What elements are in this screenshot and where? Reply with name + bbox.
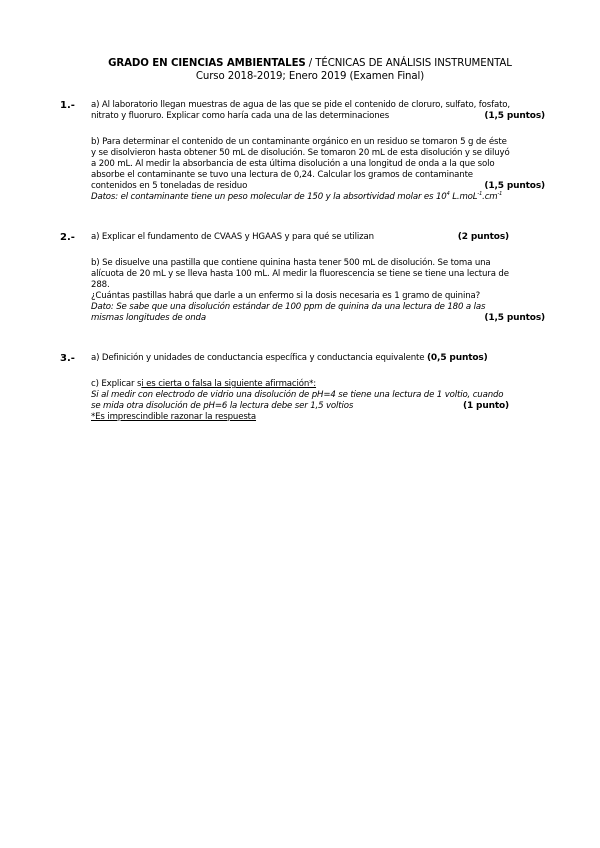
question-2-number: 2.- — [60, 232, 75, 243]
q2-b-line-4: ¿Cuántas pastillas habrá que darle a un enfermo si la dosis necesaria es 1 gramo de quinina? — [91, 291, 481, 301]
q3-c-underlined: i es cierta o falsa la siguiente afirmación*: — [141, 379, 317, 389]
q3-c-points: (1 punto) — [462, 401, 509, 411]
q3-c-line-1 — [91, 379, 545, 390]
q1-a-line-2-text: nitrato y fluoruro. Explicar como haría cada una de las determinaciones — [91, 111, 390, 121]
question-1-part-b — [91, 137, 545, 203]
header-title-rest: / TÉCNICAS DE ANÁLISIS INSTRUMENTAL — [305, 58, 512, 69]
q1-b-line-1: b) Para determinar el contenido de un contaminante orgánico en un residuo se tomaron 5 g de éste — [91, 137, 507, 147]
q2-b-data-1: Dato: Se sabe que una disolución estándar de 100 ppm de quinina da una lectura de 180 a las — [91, 302, 486, 312]
header-title — [60, 57, 560, 70]
q1-b-line-2: y se disolvieron hasta obtener 50 mL de disolución. Se tomaron 20 mL de esta disolución y se diluyó — [91, 148, 510, 158]
header-title-bold: GRADO EN CIENCIAS AMBIENTALES — [108, 58, 306, 69]
q1-b-data-exp-1: 4 — [446, 191, 450, 198]
q1-b-line-4: absorbe el contaminante se tuvo una lectura de 0,24. Calcular los gramos de contaminante — [91, 170, 473, 180]
q1-b-data — [91, 192, 545, 203]
q2-b-line-2: alícuota de 20 mL y se lleva hasta 100 mL. Al medir la fluorescencia se tiene se tiene una lectura de — [91, 269, 509, 279]
q3-a-points: (0,5 puntos) — [426, 353, 488, 363]
q2-a-line-1 — [91, 232, 545, 243]
q1-b-line-5-text: contenidos en 5 toneladas de residuo — [91, 181, 248, 191]
question-1-part-a — [91, 100, 545, 122]
question-3-number: 3.- — [60, 353, 75, 364]
q2-b-data-2-line — [91, 313, 545, 324]
q1-b-data-mid-2: .cm — [482, 192, 498, 202]
q3-c-note: *Es imprescindible razonar la respuesta — [91, 412, 257, 422]
q3-a-line-1-text: a) Definición y unidades de conductancia específica y conductancia equivalente — [91, 353, 425, 363]
q1-b-data-exp-3: -1 — [497, 191, 503, 198]
question-2-part-b — [91, 258, 545, 324]
q3-c-prefix: c) Explicar s — [91, 379, 142, 389]
q2-b-points: (1,5 puntos) — [484, 313, 545, 323]
q1-b-data-mid: L.moL — [449, 192, 478, 202]
q3-c-line-2: Si al medir con electrodo de vidrio una disolución de pH=4 se tiene una lectura de 1 voltio, cuando — [91, 390, 504, 400]
q3-a-line-1 — [91, 353, 545, 364]
q1-b-data-main: Datos: el contaminante tiene un peso molecular de 150 y la absortividad molar es 10 — [91, 192, 447, 202]
q2-b-data-2: mismas longitudes de onda — [91, 313, 206, 323]
q1-a-line-2 — [91, 111, 545, 122]
q1-b-points: (1,5 puntos) — [484, 181, 545, 191]
question-3-part-a — [91, 353, 545, 364]
q1-b-line-3: a 200 mL. Al medir la absorbancia de esta última disolución a una longitud de onda a la que solo — [91, 159, 495, 169]
q2-a-line-1-text: a) Explicar el fundamento de CVAAS y HGAAS y para qué se utilizan — [91, 232, 374, 242]
q3-c-line-3-text: se mida otra disolución de pH=6 la lectura debe ser 1,5 voltios — [91, 401, 354, 411]
question-3-part-c — [91, 379, 545, 423]
exam-header — [60, 57, 560, 83]
header-subtitle: Curso 2018-2019; Enero 2019 (Examen Final) — [195, 71, 425, 82]
q3-c-line-3 — [91, 401, 545, 412]
q1-b-data-exp-2: -1 — [477, 191, 483, 198]
q1-a-points: (1,5 puntos) — [484, 111, 545, 121]
q2-b-line-3: 288. — [91, 280, 110, 290]
q2-b-line-1: b) Se disuelve una pastilla que contiene quinina hasta tener 500 mL de disolución. Se toma una — [91, 258, 491, 268]
q1-a-line-1: a) Al laboratorio llegan muestras de agua de las que se pide el contenido de cloruro, sulfato, fosfato, — [91, 100, 511, 110]
question-1-number: 1.- — [60, 100, 75, 111]
question-2-part-a — [91, 232, 545, 243]
q2-a-points: (2 puntos) — [457, 232, 509, 242]
